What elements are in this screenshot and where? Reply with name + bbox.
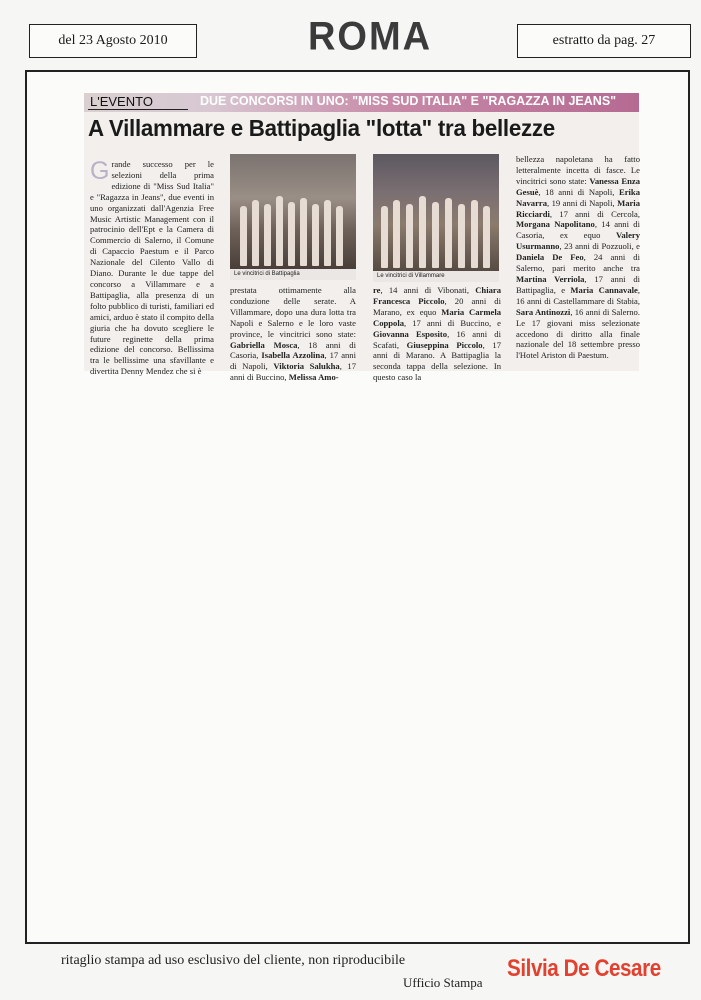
- text-run: , 24 anni di Salerno, pari merito anche tra: [516, 252, 640, 274]
- winner-name: Maria Cannavale: [570, 284, 638, 295]
- winner-name: Maria Carmela Coppola: [373, 306, 502, 328]
- text-run: , 17 anni di Cercola,: [549, 208, 640, 219]
- clipping-disclaimer: ritaglio stampa ad uso esclusivo del cliente, non riproducibile: [61, 953, 406, 968]
- text-run: , 23 anni di Pozzuoli, e: [559, 241, 640, 252]
- winner-name: re: [373, 285, 381, 295]
- winner-name: Vanessa Enza Gesuè: [516, 175, 640, 197]
- article-column-1: [90, 159, 214, 377]
- figure-shape: [252, 200, 259, 266]
- photo-caption: Le vincitrici di Villammare: [373, 271, 499, 282]
- figure-shape: [471, 200, 478, 268]
- article-headline: A Villammare e Battipaglia "lotta" tra bellezze: [88, 115, 555, 141]
- winner-name: Isabella Azzolina: [261, 350, 325, 361]
- photo-caption: Le vincitrici di Battipaglia: [230, 269, 356, 280]
- text-run: , 16 anni di Scafati,: [373, 328, 501, 350]
- figure-shape: [406, 204, 413, 268]
- article-subhead: DUE CONCORSI IN UNO: "MISS SUD ITALIA" E "RAGAZZA IN JEANS": [200, 94, 617, 108]
- drop-cap: G: [90, 157, 110, 185]
- text-run: , 16 anni di Castellammare di Stabia,: [516, 284, 640, 306]
- winner-name: Valery Usurmanno: [516, 230, 640, 252]
- figure-shape: [288, 202, 295, 266]
- figure-shape: [419, 196, 426, 268]
- winner-name: Gabriella Mosca: [230, 339, 298, 350]
- page-reference-box: [517, 24, 691, 58]
- figure-shape: [432, 202, 439, 268]
- figure-shape: [300, 198, 307, 266]
- press-office-label: Ufficio Stampa: [403, 975, 483, 990]
- winner-name: Morgana Napolitano: [516, 219, 595, 230]
- text-run: , 19 anni di Napoli,: [547, 197, 618, 208]
- article-column-4: [516, 154, 640, 361]
- date-box: [29, 24, 197, 58]
- winner-name: Maria Ricciardi: [516, 197, 640, 219]
- article-clipping: [84, 93, 640, 383]
- section-kicker: L'EVENTO: [90, 94, 153, 109]
- text-run: , 17 anni di Battipaglia, e: [516, 273, 640, 295]
- text-run: , 18 anni di Napoli,: [538, 186, 619, 197]
- winner-name: Viktoria Salukha: [273, 361, 340, 372]
- page-reference-text: estratto da pag. 27: [552, 33, 656, 48]
- figure-shape: [483, 206, 490, 268]
- winner-name: Chiara Francesca Piccolo: [373, 285, 501, 306]
- text-run: , 17 anni di Marano. A Battipaglia la seconda tappa della selezione. In questo caso la: [373, 339, 501, 383]
- column-1-text: rande successo per le selezioni della prima edizione di "Miss Sud Italia" e "Ragazza in Jeans", due eventi in uno organizzati dall'Agenzia Free Music Artistic Management con il patrocinio dell'Ept e la Camera di Commercio di Salerno, il Comune di Capaccio Paestum e il Parco Nazionale del Cilento Vallo di Diano. Durante le due tappe del concorso a Villammare e a Battipaglia, alla presenza di un folto pubblico di turisti, familiari ed amici, arduo è stato il compito della giuria che ha dovuto scegliere le future reginette della prima edizione del concorso. Bellissima tra le bellissime una sfavillante e divertita Denny Mendez che si è: [90, 159, 214, 377]
- text-run: , 17 anni di Buccino, e: [404, 317, 501, 328]
- figure-shape: [445, 198, 452, 268]
- figure-shape: [324, 200, 331, 266]
- newspaper-masthead: ROMA: [307, 14, 433, 60]
- date-text: del 23 Agosto 2010: [58, 33, 168, 48]
- signature-logo: Silvia De Cesare: [507, 955, 661, 982]
- text-run: bellezza napoletana ha fatto letteralmente incetta di fasce. Le vincitrici sono state:: [516, 154, 640, 186]
- winner-name: Daniela De Feo: [516, 252, 584, 263]
- winner-name: Giovanna Esposito: [373, 328, 448, 339]
- text-run: , 17 anni di Napoli,: [230, 350, 356, 372]
- text-run: , 17 anni di Buccino,: [230, 361, 356, 383]
- text-run: , 20 anni di Marano, ex equo: [373, 295, 501, 317]
- photo-villammare-winners: [373, 154, 499, 282]
- kicker-underline: [88, 109, 188, 110]
- winner-name: Martina Verriola: [516, 273, 585, 284]
- figure-shape: [276, 196, 283, 266]
- figure-shape: [458, 204, 465, 268]
- winner-name: Melissa Amo-: [288, 372, 339, 383]
- text-run: prestata ottimamente alla conduzione delle serate. A Villammare, dopo una dura lotta tra Napoli e Salerno e le loro vaste province, le vincitrici sono state:: [230, 285, 356, 339]
- text-run: , 16 anni di Salerno. Le 17 giovani miss selezionate accedono di diritto alla finale nazionale del 18 settembre presso l'Hotel Ariston di Paestum.: [516, 306, 640, 361]
- article-column-3: [373, 285, 501, 383]
- figure-shape: [264, 204, 271, 266]
- winner-name: Sara Antinozzi: [516, 306, 571, 317]
- text-run: , 18 anni di Casoria,: [230, 339, 356, 361]
- winner-name: Erika Navarra: [516, 186, 640, 208]
- text-run: , 14 anni di Vibonati,: [380, 285, 476, 295]
- figure-shape: [336, 206, 343, 266]
- figure-shape: [393, 200, 400, 268]
- photo-battipaglia-winners: [230, 154, 356, 280]
- winner-name: Giuseppina Piccolo: [406, 339, 483, 350]
- figure-shape: [240, 206, 247, 266]
- figure-shape: [312, 204, 319, 266]
- figure-shape: [381, 206, 388, 268]
- text-run: , 14 anni di Casoria, ex equo: [516, 219, 640, 241]
- article-column-2: [230, 285, 356, 383]
